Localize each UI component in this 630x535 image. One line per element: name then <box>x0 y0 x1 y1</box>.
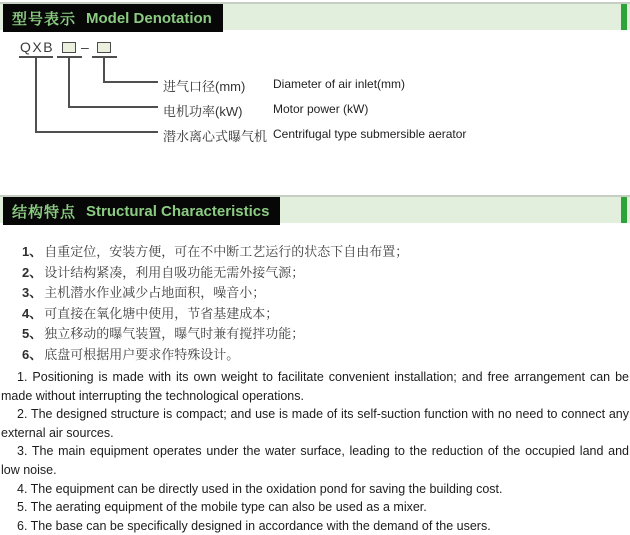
feature-number: 6、 <box>22 346 43 362</box>
connector-line-horizontal-1 <box>35 131 158 133</box>
feature-number: 1、 <box>22 244 43 259</box>
model-code: QXB <box>20 39 55 55</box>
connector-line-vertical-3 <box>103 57 105 83</box>
feature-text: 自重定位，安装方便，可在不中断工艺运行的状态下自由布置； <box>44 244 409 259</box>
connector-line-horizontal-3 <box>103 81 158 83</box>
feature-item-cn <box>22 262 622 283</box>
model-placeholder-box-motor-power <box>62 42 76 53</box>
feature-text: 独立移动的曝气装置，曝气时兼有搅拌功能； <box>44 326 305 341</box>
feature-item-en: 4. The equipment can be directly used in the oxidation pond for saving the building cost. <box>17 481 503 496</box>
label-motor-power-cn: 电机功率(kW) <box>163 104 243 119</box>
feature-item-cn <box>22 241 622 262</box>
section-title-en: Structural Characteristics <box>86 202 270 220</box>
feature-list-en <box>1 368 629 535</box>
feature-text: 设计结构紧凑，利用自吸功能无需外接气源； <box>44 264 305 280</box>
feature-item-en: 2. The designed structure is compact; and use is made of its self-suction function with no need to connect any external air sources. <box>1 407 629 440</box>
feature-item-cn <box>22 303 622 324</box>
feature-number: 5、 <box>22 326 43 341</box>
model-denotation-diagram <box>0 0 630 160</box>
label-air-inlet-en: Diameter of air inlet(mm) <box>273 77 406 91</box>
feature-text: 底盘可根据用户要求作特殊设计。 <box>44 346 240 362</box>
feature-item-en: 3. The main equipment operates under the water surface, leading to the reduction of the occupied land and low noise. <box>1 444 629 477</box>
model-placeholder-box-air-inlet <box>97 42 111 53</box>
section-title-box <box>3 197 280 225</box>
feature-number: 4、 <box>22 305 43 321</box>
feature-list-cn <box>22 241 622 364</box>
section-header-structural-characteristics <box>0 195 630 223</box>
model-separator: – <box>81 39 89 55</box>
label-aerator-type-cn: 潜水离心式曝气机 <box>163 129 268 144</box>
section-title-cn: 型号表示 <box>12 10 77 28</box>
feature-item-cn <box>22 344 622 365</box>
feature-item-cn <box>22 323 622 344</box>
section-title-cn: 结构特点 <box>12 203 77 221</box>
section-title-en: Model Denotation <box>86 9 212 27</box>
connector-line-vertical-1 <box>35 57 37 133</box>
label-air-inlet-cn: 进气口径(mm) <box>163 79 246 94</box>
feature-item-cn <box>22 282 622 303</box>
header-accent-bar <box>621 197 627 223</box>
feature-number: 2、 <box>22 264 43 280</box>
feature-text: 可直接在氧化塘中使用，节省基建成本； <box>44 305 279 321</box>
label-motor-power-en: Motor power (kW) <box>273 102 369 116</box>
feature-number: 3、 <box>22 285 43 300</box>
feature-item-en: 6. The base can be specifically designed in accordance with the demand of the users. <box>17 518 491 533</box>
label-aerator-type-en: Centrifugal type submersible aerator <box>273 127 467 141</box>
feature-text: 主机潜水作业减少占地面积，噪音小； <box>44 285 266 300</box>
feature-item-en: 1. Positioning is made with its own weight to facilitate convenient installation; and free arrangement can be made without interrupting the technological operations. <box>1 370 629 403</box>
connector-line-horizontal-2 <box>68 106 158 108</box>
feature-item-en: 5. The aerating equipment of the mobile type can also be used as a mixer. <box>17 500 427 515</box>
connector-line-vertical-2 <box>68 57 70 108</box>
